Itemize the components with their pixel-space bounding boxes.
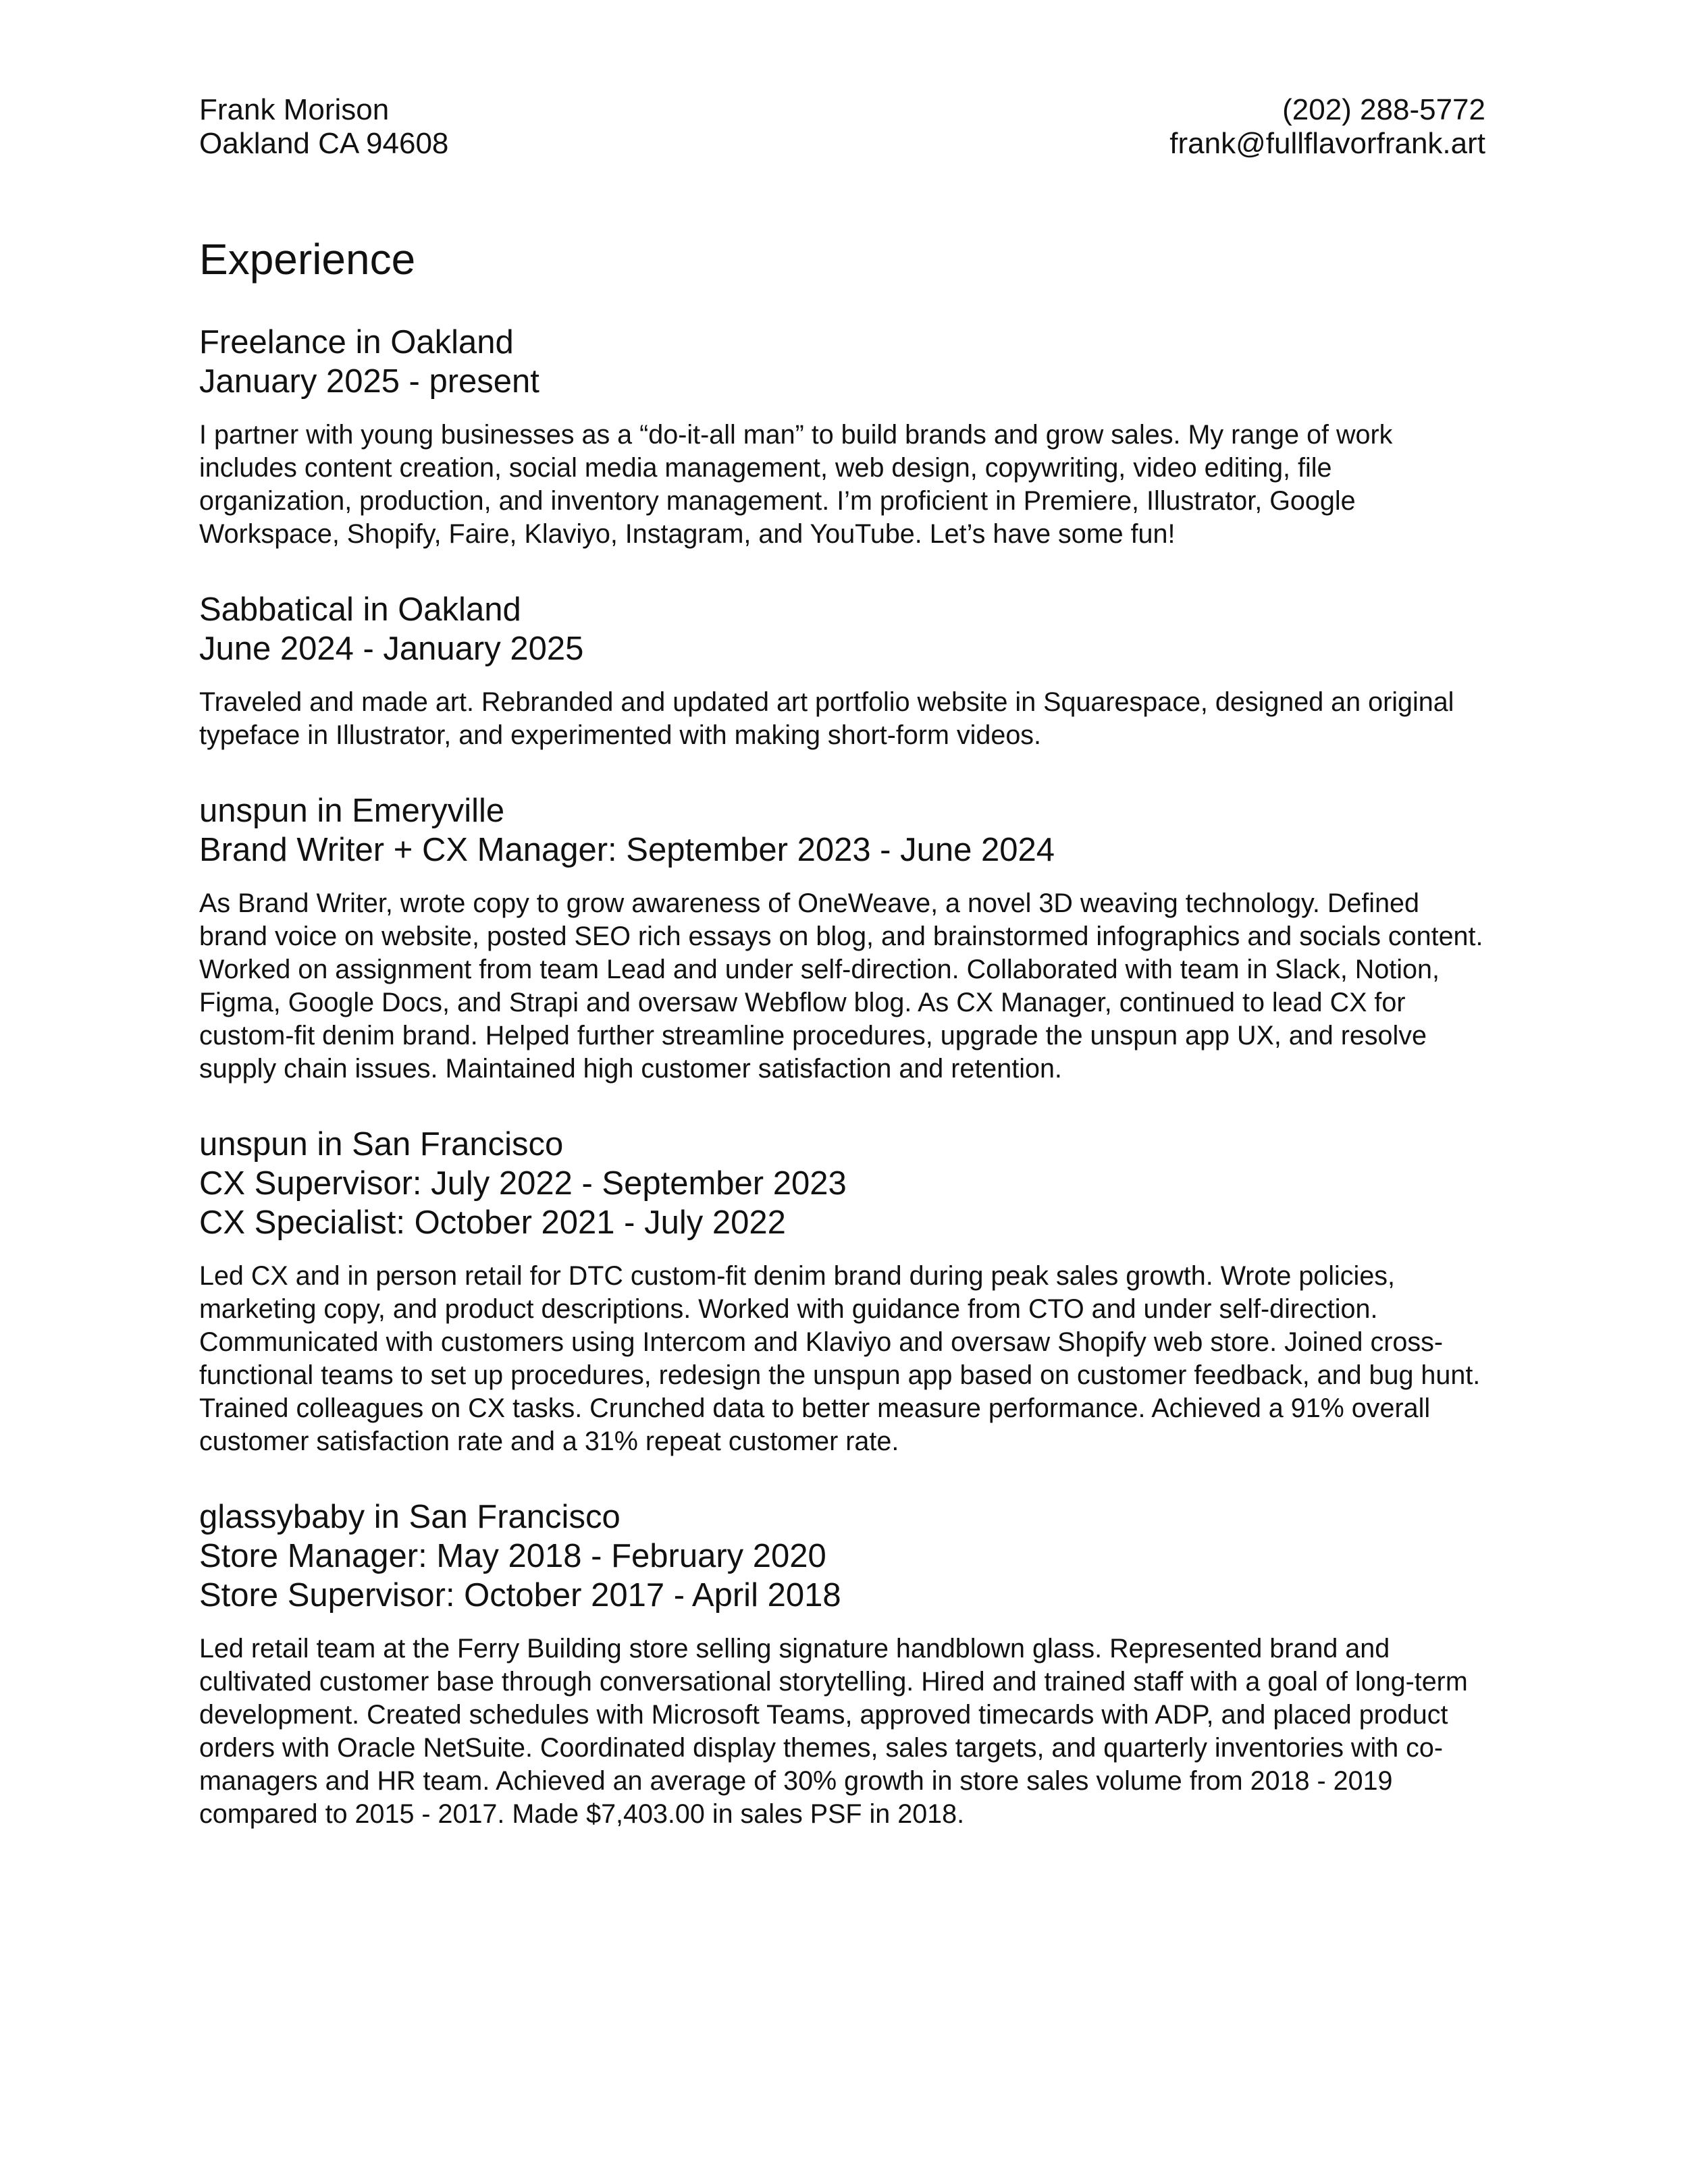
resume-content (199, 93, 1485, 1829)
experience-entry (199, 1497, 1485, 1831)
job-description: I partner with young businesses as a “do-it-all man” to build brands and grow sales. My range of work includes content creation, social media management, web design, copywriting, video editing, file organization, production, and inventory management. I’m proficient in Premiere, Illustrator, Google Workspace, Shopify, Faire, Klaviyo, Instagram, and YouTube. Let’s have some fun! (199, 420, 1393, 549)
job-description: As Brand Writer, wrote copy to grow awareness of OneWeave, a novel 3D weaving technology. Defined brand voice on website, posted SEO rich essays on blog, and brainstormed infographics and socials content. Worked on assignment from team Lead and under self-direction. Collaborated with team in Slack, Notion, Figma, Google Docs, and Strapi and oversaw Webflow blog. As CX Manager, continued to lead CX for custom-fit denim brand. Helped further streamline procedures, upgrade the unspun app UX, and resolve supply chain issues. Maintained high customer satisfaction and retention. (199, 888, 1483, 1084)
job-heading-line: glassybaby in San Francisco (199, 1499, 621, 1535)
job-heading-line: CX Supervisor: July 2022 - September 2023 (199, 1165, 847, 1202)
experience-entry (199, 590, 1485, 752)
job-heading-line: unspun in Emeryville (199, 793, 505, 829)
experience-entry (199, 323, 1485, 551)
job-description: Led CX and in person retail for DTC custom-fit denim brand during peak sales growth. Wrote policies, marketing copy, and product descriptions. Worked with guidance from CTO and under self-direction. Communicated with customers using Intercom and Klaviyo and oversaw Shopify web store. Joined cross-functional teams to set up procedures, redesign the unspun app based on customer feedback, and bug hunt. Trained colleagues on CX tasks. Crunched data to better measure performance. Achieved a 91% overall customer satisfaction rate and a 31% repeat customer rate. (199, 1261, 1481, 1456)
experience-list (199, 323, 1485, 1870)
contact-phone: (202) 288-5772 (1282, 93, 1485, 126)
contact-name: Frank Morison (199, 93, 390, 126)
experience-entry (199, 1125, 1485, 1458)
contact-location: Oakland CA 94608 (199, 127, 449, 160)
job-heading-line: unspun in San Francisco (199, 1126, 564, 1163)
contact-email: frank@fullflavorfrank.art (1169, 127, 1485, 160)
experience-entry (199, 791, 1485, 1086)
job-heading-line: CX Specialist: October 2021 - July 2022 (199, 1204, 786, 1241)
contact-header (199, 93, 1485, 167)
job-heading-line: Store Supervisor: October 2017 - April 2018 (199, 1577, 841, 1614)
job-heading-line: Store Manager: May 2018 - February 2020 (199, 1538, 826, 1574)
job-heading-line: June 2024 - January 2025 (199, 631, 584, 667)
job-description: Traveled and made art. Rebranded and updated art portfolio website in Squarespace, designed an original typeface in Illustrator, and experimented with making short-form videos. (199, 687, 1454, 750)
contact-left (199, 93, 448, 161)
job-heading-line: Sabbatical in Oakland (199, 591, 521, 628)
section-title-experience: Experience (199, 235, 416, 284)
job-heading-line: January 2025 - present (199, 363, 539, 400)
job-heading-line: Freelance in Oakland (199, 324, 514, 361)
contact-right (1169, 93, 1485, 161)
job-description: Led retail team at the Ferry Building store selling signature handblown glass. Represented brand and cultivated customer base through conversational storytelling. Hired and trained staff with a goal of long-term development. Created schedules with Microsoft Teams, approved timecards with ADP, and placed product orders with Oracle NetSuite. Coordinated display themes, sales targets, and quarterly inventories with co-managers and HR team. Achieved an average of 30% growth in store sales volume from 2018 - 2019 compared to 2015 - 2017. Made $7,403.00 in sales PSF in 2018. (199, 1634, 1468, 1829)
job-heading-line: Brand Writer + CX Manager: September 2023 - June 2024 (199, 832, 1055, 868)
